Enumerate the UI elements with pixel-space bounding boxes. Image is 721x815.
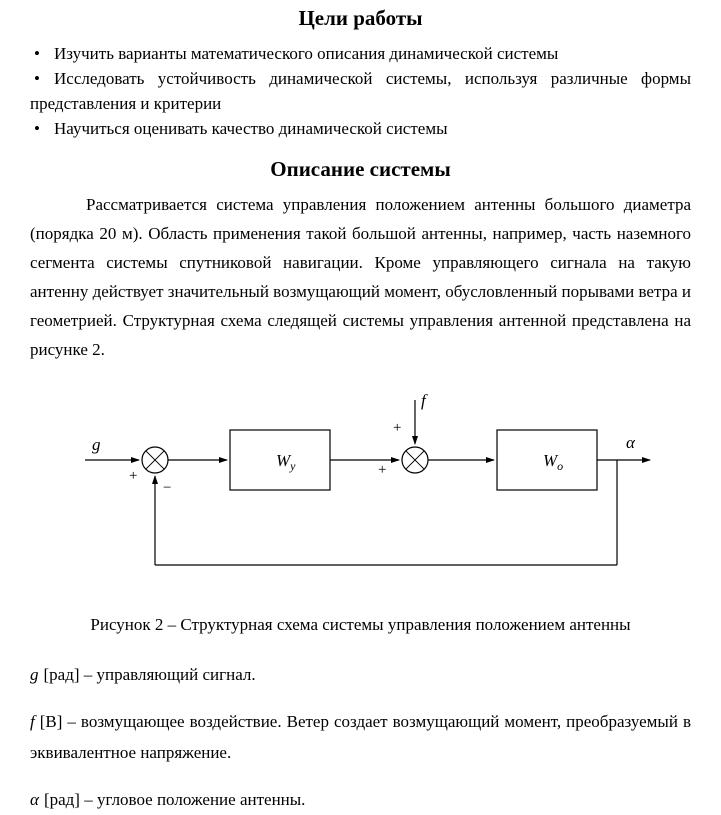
bullet-icon: • <box>34 119 40 138</box>
goal-text: Исследовать устойчивость динамической системы, используя различные формы представления и критерии <box>30 69 691 113</box>
legend-symbol-g: g <box>30 665 39 684</box>
legend-text-g: [рад] – управляющий сигнал. <box>43 665 256 684</box>
sum2-plus-left-sign: + <box>378 462 387 478</box>
legend-text-alpha: [рад] – угловое положение антенны. <box>43 790 306 809</box>
figure-svg <box>30 390 691 590</box>
legend-item-alpha <box>30 784 691 815</box>
sum1-minus-sign: − <box>163 480 172 496</box>
sum2-plus-top-sign: + <box>393 420 402 436</box>
description-paragraph: Рассматривается система управления положением антенны большого диаметра (порядка 20 м). Область применения такой большой антенны, например, часть наземного сегмента системы спутниковой навигации. Кроме управляющего сигнала на такую антенну действует значительный возмущающий момент, обусловленный порывами ветра и геометрией. Структурная схема следящей системы управления антенной представлена на рисунке 2. <box>30 195 691 359</box>
legend-symbol-f: f <box>30 712 35 731</box>
goal-text: Научиться оценивать качество динамической системы <box>54 119 448 138</box>
block-wy-label: $W_y$ <box>276 451 296 473</box>
bullet-icon: • <box>34 44 40 63</box>
disturbance-signal-label: f <box>421 391 426 410</box>
goal-item <box>30 66 691 116</box>
goal-item <box>30 41 691 66</box>
legend-item-g <box>30 659 691 690</box>
section-title: Описание системы <box>270 157 451 181</box>
bullet-icon: • <box>34 69 40 88</box>
input-signal-label: g <box>92 435 101 454</box>
block-wo-label: $W_o$ <box>543 451 564 473</box>
legend-item-f <box>30 706 691 768</box>
goal-item <box>30 116 691 141</box>
block-diagram-figure <box>30 390 691 595</box>
figure-caption: Рисунок 2 – Структурная схема системы управления положением антенны <box>90 615 631 634</box>
goals-title: Цели работы <box>298 6 423 30</box>
legend-symbol-alpha: α <box>30 790 39 809</box>
sum1-plus-sign: + <box>129 468 138 484</box>
output-signal-label: α <box>626 433 635 452</box>
document-page <box>30 0 691 815</box>
legend-text-f: [В] – возмущающее воздействие. Ветер создает возмущающий момент, преобразуемый в эквивалентное напряжение. <box>30 712 691 762</box>
goal-text: Изучить варианты математического описания динамической системы <box>54 44 559 63</box>
